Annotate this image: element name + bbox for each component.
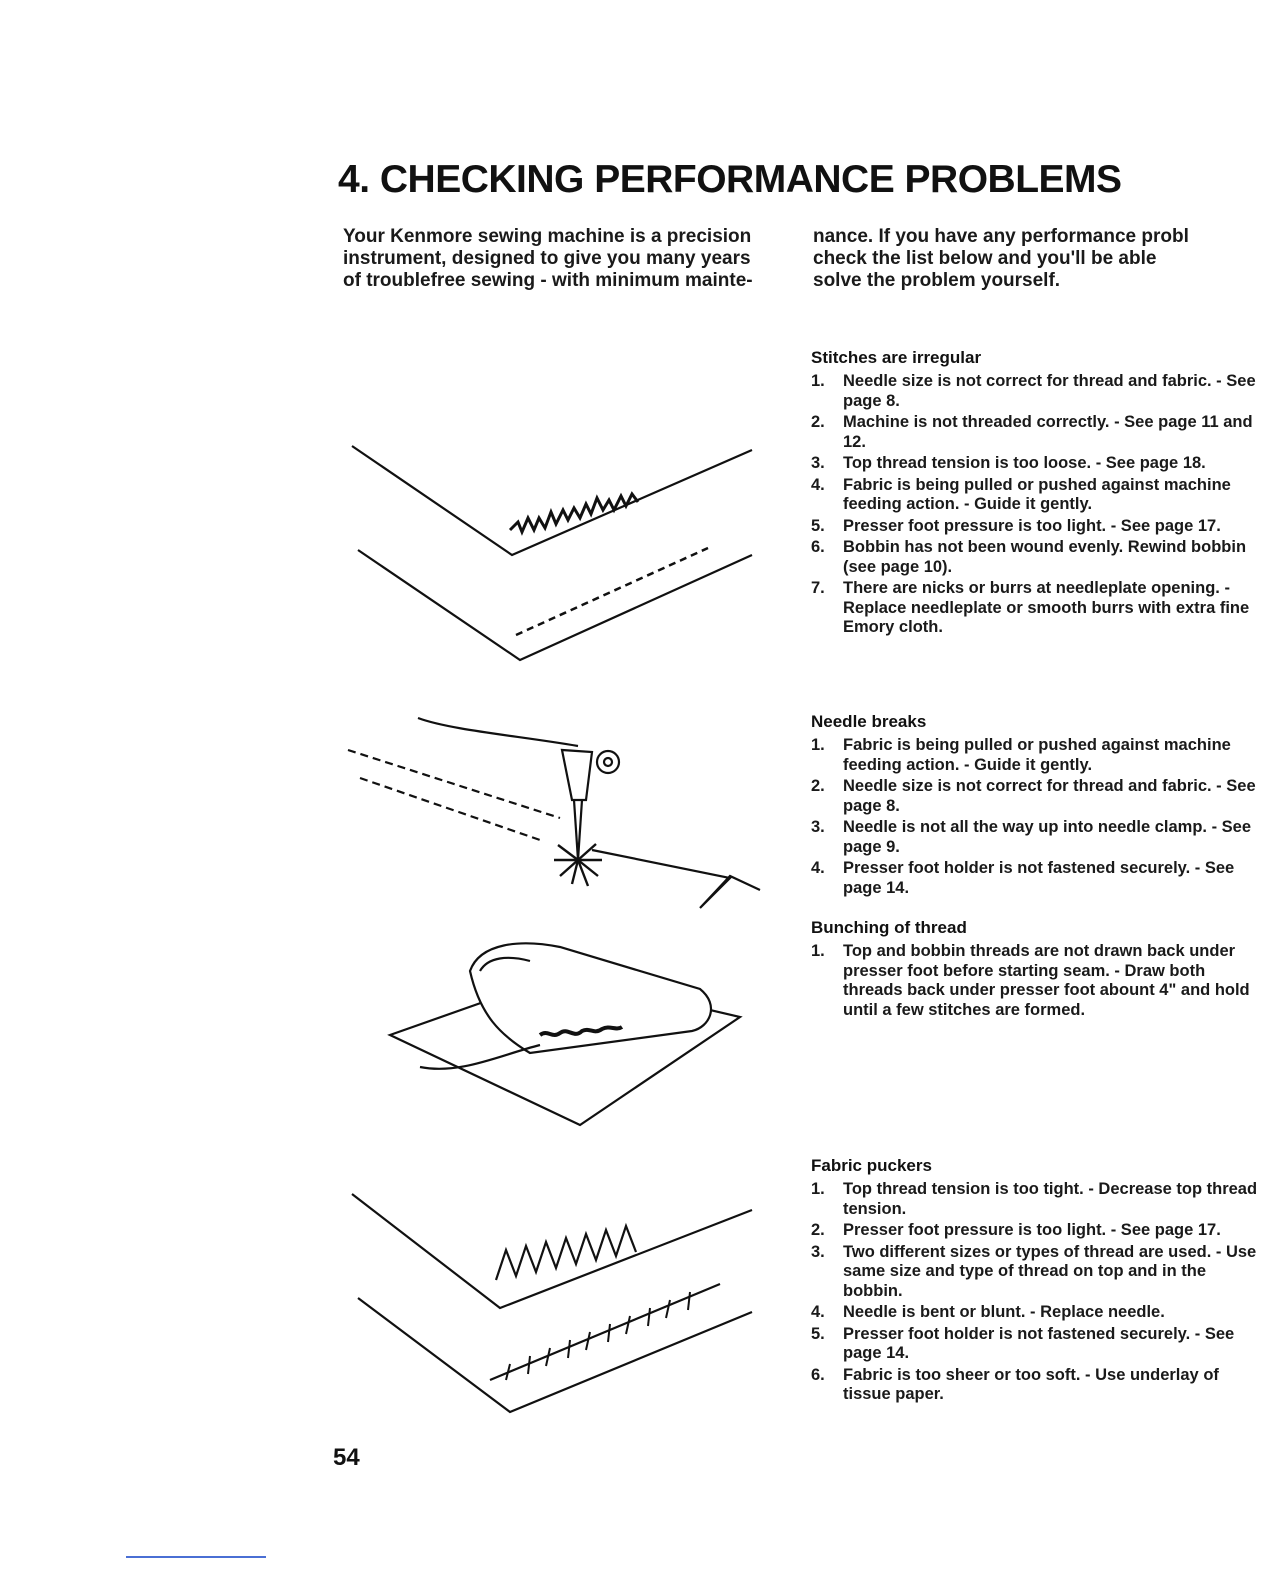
list-item [811,579,1250,638]
item-number: 5. [811,1324,825,1343]
item-number: 3. [811,818,825,836]
list-item [811,516,1221,537]
intro-line: solve the problem yourself. [813,270,1061,291]
fabric-fold-line [352,446,752,555]
section-stitches-irregular [811,348,1256,640]
problem-list [811,1180,1258,1405]
problem-list [811,942,1250,1020]
section-bunching-of-thread [811,918,1250,1022]
item-number: 2. [811,777,825,795]
straight-stitch-line [516,548,708,635]
list-item [811,1303,1211,1323]
item-text: Machine is not threaded correctly. - See page 11 and 12. [843,413,1253,451]
item-number: 4. [811,475,825,494]
section-needle-breaks [811,712,1256,900]
fabric-outline [592,850,760,908]
item-text: Bobbin has not been wound evenly. Rewind bobbin (see page 10). [843,538,1247,576]
list-item [811,1221,1221,1241]
fabric-top-edge [348,750,560,840]
item-text: There are nicks or burrs at needleplate opening. - Replace needleplate or smooth burrs with extra fine Emory cloth. [843,579,1250,636]
section-heading: Stitches are irregular [811,348,982,367]
thread-line [418,718,578,746]
irregular-stitches-illustration [340,430,770,670]
intro-text-left [343,226,793,292]
footer-rule [126,1556,266,1558]
list-item [811,736,1231,775]
item-text: Fabric is being pulled or pushed against machine feeding action. - Guide it gently. [843,475,1231,513]
item-number: 1. [811,372,825,390]
irregular-zigzag-stitch [510,494,638,532]
list-item [811,777,1256,816]
list-item [811,454,1211,474]
section-heading: Needle breaks [811,712,927,731]
needle [574,800,582,860]
list-item [811,942,1250,1020]
item-number: 3. [811,1242,825,1261]
list-item [811,538,1247,577]
page-number: 54 [333,1444,360,1471]
fabric-fold-line [358,1298,752,1412]
needle-breaks-illustration [340,700,770,920]
list-item [811,859,1235,898]
item-number: 3. [811,454,825,472]
list-item [811,475,1231,515]
item-text: Presser foot pressure is too light. - See page 17. [843,1221,1221,1239]
item-number: 1. [811,736,825,754]
fabric-puckers-illustration [340,1180,770,1420]
item-text: Fabric is being pulled or pushed against machine feeding action. - Guide it gently. [843,736,1231,774]
list-item [811,1365,1219,1405]
item-number: 5. [811,516,825,535]
presser-foot-shank [562,750,592,800]
item-text: Needle is bent or blunt. - Replace needle. [843,1303,1165,1321]
item-number: 4. [811,859,825,877]
item-text: Two different sizes or types of thread are used. - Use same size and type of thread on top and in the bobbin. [843,1242,1257,1300]
list-item [811,1242,1257,1302]
item-number: 7. [811,579,825,597]
thumb-screw [597,751,619,773]
problem-list [811,372,1256,638]
list-item [811,372,1256,411]
fabric-fold-line [358,550,752,660]
item-number: 2. [811,1221,825,1239]
item-number: 2. [811,413,825,431]
intro-line: nance. If you have any performance probl [813,226,1189,247]
item-text: Presser foot pressure is too light. - See page 17. [843,516,1221,535]
list-item [811,413,1253,452]
item-text: Top thread tension is too tight. - Decrease top thread tension. [843,1180,1258,1218]
item-text: Needle is not all the way up into needle clamp. - See page 9. [843,818,1252,856]
bunching-thread-illustration [380,935,760,1145]
section-heading: Bunching of thread [811,918,967,937]
problem-list [811,736,1256,898]
intro-line: of troublefree sewing - with minimum mainte- [343,270,753,291]
item-text: Top and bobbin threads are not drawn back under presser foot before starting seam. - Draw both threads back under presser foot abount 4" and hold until a few stitches are formed. [843,942,1250,1019]
fabric-fold-line [352,1194,752,1308]
item-number: 1. [811,942,825,960]
item-number: 6. [811,1365,825,1384]
item-number: 6. [811,538,825,556]
item-text: Presser foot holder is not fastened securely. - See page 14. [843,859,1235,897]
item-number: 4. [811,1303,825,1321]
list-item [811,1180,1258,1219]
item-text: Fabric is too sheer or too soft. - Use underlay of tissue paper. [843,1365,1219,1403]
item-number: 1. [811,1180,825,1198]
intro-line: Your Kenmore sewing machine is a precision [343,226,752,247]
item-text: Needle size is not correct for thread and fabric. - See page 8. [843,777,1256,815]
intro-line: instrument, designed to give you many years [343,248,751,269]
page-title: 4. CHECKING PERFORMANCE PROBLEMS [338,158,1122,201]
item-text: Top thread tension is too loose. - See page 18. [843,454,1206,472]
intro-text-right [813,226,1213,292]
item-text: Presser foot holder is not fastened securely. - See page 14. [843,1324,1235,1362]
section-heading: Fabric puckers [811,1156,932,1175]
list-item [811,818,1252,857]
intro-line: check the list below and you'll be able [813,248,1157,269]
folded-fabric [470,943,711,1053]
puckered-zigzag-stitch [496,1226,636,1280]
list-item [811,1324,1235,1364]
section-fabric-puckers [811,1156,1258,1407]
item-text: Needle size is not correct for thread and fabric. - See page 8. [843,372,1256,410]
